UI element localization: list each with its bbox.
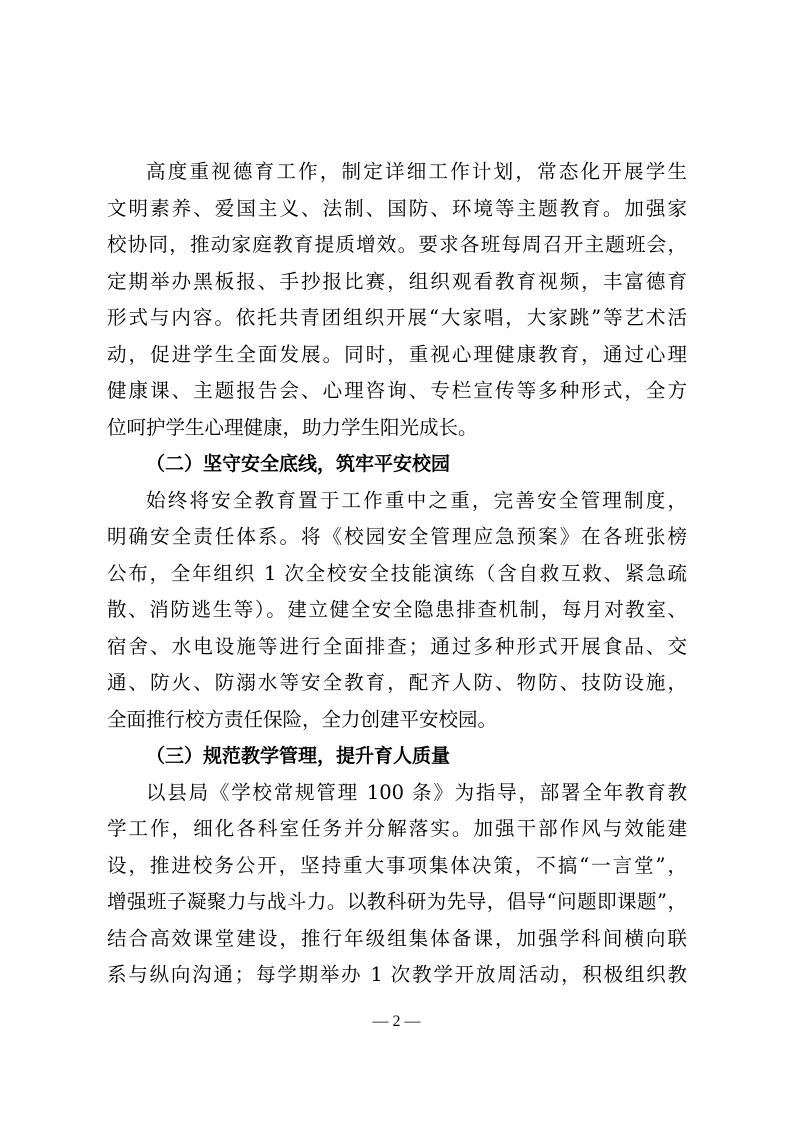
paragraph-line: 定期举办黑板报、手抄报比赛，组织观看教育视频，丰富德育 (107, 269, 687, 293)
paragraph-line: 以县局《学校常规管理 100 条》为指导，部署全年教育教 (146, 780, 687, 804)
paragraph-line: 健康课、主题报告会、心理咨询、专栏宣传等多种形式，全方 (107, 379, 687, 402)
paragraph-line: 校协同，推动家庭教育提质增效。要求各班每周召开主题班会， (107, 233, 687, 256)
paragraph-line: 公布，全年组织 1 次全校安全技能演练（含自救互救、紧急疏 (107, 561, 687, 585)
page-number: — 2 — (372, 1013, 421, 1030)
paragraph-line: 通、防火、防溺水等安全教育，配齐人防、物防、技防设施， (107, 671, 687, 694)
paragraph-line: 文明素养、爱国主义、法制、国防、环境等主题教育。加强家 (107, 196, 687, 220)
paragraph-line: 设，推进校务公开，坚持重大事项集体决策，不搞“一言堂”， (107, 853, 687, 877)
paragraph-line: 明确安全责任体系。将《校园安全管理应急预案》在各班张榜 (107, 525, 687, 548)
paragraph-line: 形式与内容。依托共青团组织开展“大家唱，大家跳”等艺术活 (107, 306, 687, 329)
paragraph-line: 学工作，细化各科室任务并分解落实。加强干部作风与效能建 (107, 817, 687, 840)
section-heading-2: （二）坚守安全底线，筑牢平安校园 (146, 453, 451, 475)
paragraph-line: 系与纵向沟通；每学期举办 1 次教学开放周活动，积极组织教 (107, 963, 687, 986)
paragraph-line: 始终将安全教育置于工作重中之重，完善安全管理制度， (146, 488, 687, 512)
paragraph-line: 位呵护学生心理健康，助力学生阳光成长。 (107, 415, 478, 439)
body-text (107, 154, 687, 994)
paragraph-line: 增强班子凝聚力与战斗力。以教科研为先导，倡导“问题即课题”， (107, 890, 687, 913)
paragraph-line: 宿舍、水电设施等进行全面排查；通过多种形式开展食品、交 (107, 634, 687, 658)
section-heading-3: （三）规范教学管理，提升育人质量 (146, 745, 451, 767)
paragraph-line: 结合高效课堂建设，推行年级组集体备课，加强学科间横向联 (107, 926, 687, 950)
paragraph-line: 散、消防逃生等）。建立健全安全隐患排查机制，每月对教室、 (107, 598, 687, 621)
paragraph-line: 全面推行校方责任保险，全力创建平安校园。 (107, 707, 498, 731)
paragraph-line: 高度重视德育工作，制定详细工作计划，常态化开展学生 (146, 160, 687, 183)
paragraph-line: 动，促进学生全面发展。同时，重视心理健康教育，通过心理 (107, 342, 687, 366)
